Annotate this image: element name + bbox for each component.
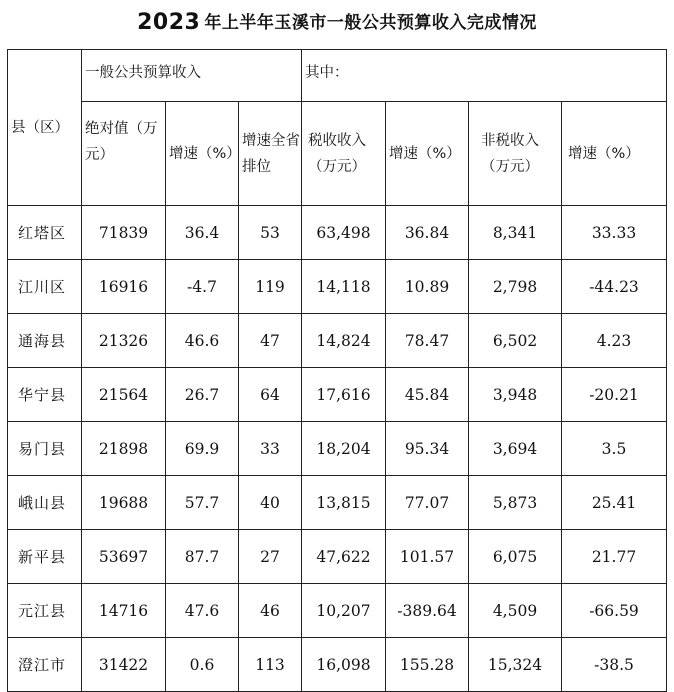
growth-cell: 69.9 [166,422,239,476]
nontax-growth-cell: 33.33 [562,206,667,260]
header-rank: 增速全省排位 [239,102,302,206]
header-nontax-growth: 增速（%） [562,102,667,206]
rank-cell: 47 [239,314,302,368]
tax-growth-cell: 36.84 [386,206,469,260]
tax-cell: 17,616 [302,368,386,422]
county-cell: 易门县 [8,422,82,476]
nontax-growth-cell: -66.59 [562,584,667,638]
growth-cell: 46.6 [166,314,239,368]
rank-cell: 27 [239,530,302,584]
nontax-growth-cell: -38.5 [562,638,667,692]
nontax-cell: 2,798 [469,260,562,314]
county-cell: 华宁县 [8,368,82,422]
rank-cell: 64 [239,368,302,422]
nontax-cell: 8,341 [469,206,562,260]
abs-cell: 19688 [82,476,166,530]
nontax-cell: 4,509 [469,584,562,638]
abs-cell: 16916 [82,260,166,314]
revenue-table [7,49,667,692]
nontax-cell: 6,502 [469,314,562,368]
tax-growth-cell: -389.64 [386,584,469,638]
header-growth: 增速（%） [166,102,239,206]
header-nontax-revenue: 非税收入（万元） [469,102,562,206]
nontax-cell: 3,948 [469,368,562,422]
county-cell: 通海县 [8,314,82,368]
nontax-growth-cell: -44.23 [562,260,667,314]
table-row [8,260,667,314]
header-tax-revenue: 税收收入（万元） [302,102,386,206]
table-row [8,422,667,476]
growth-cell: 26.7 [166,368,239,422]
header-row-1 [8,50,667,102]
rank-cell: 46 [239,584,302,638]
abs-cell: 53697 [82,530,166,584]
tax-growth-cell: 10.89 [386,260,469,314]
growth-cell: 36.4 [166,206,239,260]
growth-cell: 0.6 [166,638,239,692]
nontax-cell: 6,075 [469,530,562,584]
table-row [8,584,667,638]
tax-growth-cell: 45.84 [386,368,469,422]
page-title [0,8,674,35]
rank-cell: 119 [239,260,302,314]
nontax-growth-cell: 3.5 [562,422,667,476]
tax-cell: 18,204 [302,422,386,476]
nontax-cell: 3,694 [469,422,562,476]
tax-cell: 14,824 [302,314,386,368]
county-cell: 元江县 [8,584,82,638]
table-row [8,314,667,368]
growth-cell: 47.6 [166,584,239,638]
table-row [8,476,667,530]
header-tax-growth: 增速（%） [386,102,469,206]
nontax-growth-cell: 4.23 [562,314,667,368]
title-year: 2023 [137,10,201,35]
tax-growth-cell: 78.47 [386,314,469,368]
growth-cell: 87.7 [166,530,239,584]
growth-cell: -4.7 [166,260,239,314]
title-text: 年上半年玉溪市一般公共预算收入完成情况 [204,13,537,33]
nontax-cell: 5,873 [469,476,562,530]
county-cell: 峨山县 [8,476,82,530]
abs-cell: 21898 [82,422,166,476]
county-cell: 澄江市 [8,638,82,692]
tax-cell: 16,098 [302,638,386,692]
tax-growth-cell: 77.07 [386,476,469,530]
rank-cell: 53 [239,206,302,260]
nontax-growth-cell: -20.21 [562,368,667,422]
tax-growth-cell: 95.34 [386,422,469,476]
abs-cell: 14716 [82,584,166,638]
nontax-growth-cell: 21.77 [562,530,667,584]
abs-cell: 71839 [82,206,166,260]
rank-cell: 40 [239,476,302,530]
rank-cell: 113 [239,638,302,692]
tax-cell: 13,815 [302,476,386,530]
rank-cell: 33 [239,422,302,476]
table-row [8,638,667,692]
header-general-budget: 一般公共预算收入 [82,50,302,102]
header-county: 县（区） [8,50,82,206]
county-cell: 江川区 [8,260,82,314]
table-row [8,206,667,260]
table-row [8,368,667,422]
header-of-which: 其中： [302,50,667,102]
growth-cell: 57.7 [166,476,239,530]
tax-cell: 63,498 [302,206,386,260]
tax-cell: 47,622 [302,530,386,584]
tax-growth-cell: 155.28 [386,638,469,692]
header-absolute-value: 绝对值（万元） [82,102,166,206]
tax-cell: 14,118 [302,260,386,314]
nontax-growth-cell: 25.41 [562,476,667,530]
tax-growth-cell: 101.57 [386,530,469,584]
abs-cell: 21564 [82,368,166,422]
table-row [8,530,667,584]
county-cell: 红塔区 [8,206,82,260]
county-cell: 新平县 [8,530,82,584]
abs-cell: 21326 [82,314,166,368]
header-row-2 [8,102,667,206]
nontax-cell: 15,324 [469,638,562,692]
abs-cell: 31422 [82,638,166,692]
tax-cell: 10,207 [302,584,386,638]
